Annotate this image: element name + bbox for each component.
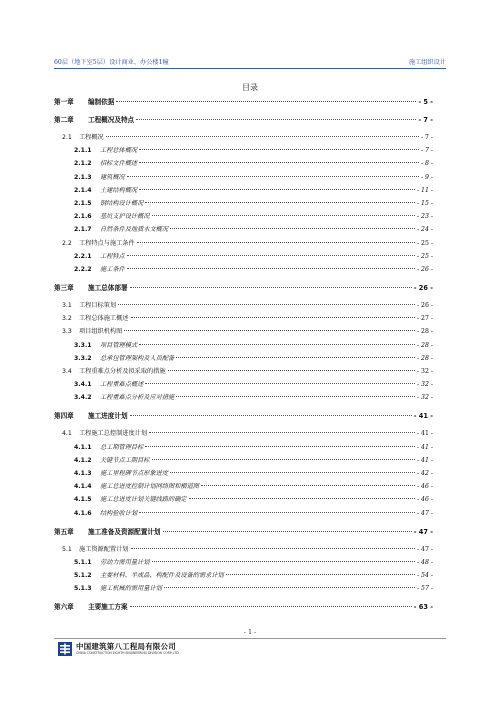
toc-entry-number: 3.4.1 <box>74 381 92 389</box>
toc-dot-leader <box>118 304 415 305</box>
toc-entry-page: - 48 - <box>417 558 433 566</box>
toc-entry-level3[interactable] <box>54 251 433 260</box>
toc-entry-title: 编制依据 <box>88 98 115 106</box>
toc-entry-number: 5.1.1 <box>74 558 92 566</box>
toc-entry-level2[interactable] <box>54 326 433 335</box>
toc-entry-title: 施工进度计划 <box>88 412 128 421</box>
toc-entry-level2[interactable] <box>54 238 433 247</box>
toc-entry-number: 2.1.1 <box>74 147 92 155</box>
toc-entry-title: 项目管理模式 <box>100 341 138 349</box>
header-doc-type: 施工组织设计 <box>408 59 446 66</box>
toc-entry-title: 总工期管理目标 <box>100 443 144 451</box>
toc-entry-level3[interactable] <box>54 340 433 349</box>
toc-dot-leader <box>130 606 412 607</box>
footer-divider <box>54 638 446 639</box>
toc-entry-number: 第五章 <box>54 527 74 536</box>
toc-dot-leader <box>130 415 412 416</box>
toc-entry-page: - 25 - <box>417 252 433 260</box>
toc-entry-title: 施工条件 <box>100 266 125 273</box>
toc-entry-number: 5.1 <box>62 545 72 553</box>
toc-dot-leader <box>226 574 415 575</box>
toc-entry-page: - 32 - <box>417 394 433 402</box>
toc-entry-page: - 15 - <box>417 200 433 207</box>
toc-dot-leader <box>152 561 416 562</box>
page-header <box>54 56 446 69</box>
toc-entry-number: 4.1.2 <box>74 456 92 464</box>
toc-entry-number: 2.1 <box>62 134 72 141</box>
toc-entry-page: - 25 - <box>417 239 433 247</box>
toc-entry-level2[interactable] <box>54 300 433 309</box>
toc-dot-leader <box>149 432 415 433</box>
toc-entry-page: - 7 - <box>420 134 433 141</box>
toc-dot-leader <box>139 344 415 345</box>
toc-entry-page: - 9 - <box>420 173 433 181</box>
toc-entry-title: 工程目标策划 <box>79 302 117 309</box>
toc-entry-level3[interactable] <box>54 583 433 592</box>
toc-entry-level3[interactable] <box>54 557 433 566</box>
toc-entry-level3[interactable] <box>54 198 433 207</box>
toc-dot-leader <box>164 587 415 588</box>
toc-entry-level3[interactable] <box>54 494 433 503</box>
toc-entry-title: 工程重难点概述 <box>100 381 144 389</box>
toc-dot-leader <box>152 459 416 460</box>
toc-entry-page: - 11 - <box>417 186 433 194</box>
toc-entry-level2[interactable] <box>54 428 433 437</box>
toc-dot-leader <box>137 242 415 243</box>
toc-entry-level2[interactable] <box>54 544 433 553</box>
toc-entry-title: 工程重难点分析及应对措施 <box>100 394 175 402</box>
toc-entry-page: - 7 - <box>420 147 433 155</box>
toc-entry-title: 工程概况及特点 <box>88 116 135 124</box>
toc-dot-leader <box>139 162 419 163</box>
toc-entry-level3[interactable] <box>54 570 433 579</box>
toc-entry-number: 2.2.1 <box>74 252 92 260</box>
toc-entry-title: 施工总体部署 <box>88 284 128 292</box>
toc-entry-page: - 24 - <box>417 226 433 234</box>
toc-dot-leader <box>131 317 416 318</box>
toc-entry-page: - 41 - <box>417 456 433 464</box>
toc-entry-level3[interactable] <box>54 264 433 273</box>
toc-entry-page: - 26 - <box>417 302 433 309</box>
toc-entry-page: - 23 - <box>417 213 433 221</box>
toc-dot-leader <box>130 287 412 288</box>
toc-entry-page: - 57 - <box>417 585 433 593</box>
toc-entry-page: - 7 - <box>418 116 433 124</box>
toc-dot-leader <box>189 498 415 499</box>
toc-dot-leader <box>124 330 415 331</box>
toc-entry-number: 3.3.1 <box>74 341 92 349</box>
toc-entry-number: 第三章 <box>54 284 74 292</box>
toc-entry-title: 钢结构设计概况 <box>100 200 144 207</box>
company-name-cn: 中国建筑第八工程局有限公司 <box>76 642 176 651</box>
toc-entry-title: 关键节点工期目标 <box>100 456 150 464</box>
toc-entry-number: 2.1.4 <box>74 186 92 194</box>
toc-entry-page: - 47 - <box>417 509 433 517</box>
toc-entry-page: - 5 - <box>418 98 433 106</box>
toc-entry-level1[interactable] <box>54 601 433 611</box>
toc-entry-number: 第四章 <box>54 412 74 421</box>
toc-entry-title: 施工准备及资源配置计划 <box>88 527 161 536</box>
toc-entry-page: - 28 - <box>417 341 433 349</box>
toc-entry-title: 工程施工总控制进度计划 <box>79 430 148 438</box>
toc-entry-title: 主要材料、半成品、构配件及设备的需求计划 <box>100 572 224 579</box>
toc-entry-page: - 41 - <box>417 443 433 451</box>
toc-entry-level3[interactable] <box>54 224 433 233</box>
toc-entry-level3[interactable] <box>54 392 433 401</box>
toc-entry-level3[interactable] <box>54 185 433 194</box>
toc-entry-page: - 47 - <box>413 527 433 536</box>
toc-entry-level1[interactable] <box>54 526 433 536</box>
toc-entry-title: 招标文件概述 <box>100 160 138 168</box>
toc-entry-number: 3.2 <box>62 315 72 323</box>
toc-entry-number: 4.1.1 <box>74 443 92 451</box>
toc-dot-leader <box>145 446 415 447</box>
toc-dot-leader <box>168 370 415 371</box>
toc-entry-level3[interactable] <box>54 481 433 490</box>
toc-entry-level2[interactable] <box>54 132 433 141</box>
toc-entry-title: 主要施工方案 <box>88 603 128 612</box>
toc-dot-leader <box>116 101 416 102</box>
toc-entry-level3[interactable] <box>54 468 433 477</box>
toc-entry-number: 4.1.4 <box>74 483 92 491</box>
toc-entry-level3[interactable] <box>54 145 433 154</box>
toc-entry-number: 第一章 <box>54 98 74 106</box>
toc-entry-number: 3.3.2 <box>74 354 92 362</box>
toc-entry-level2[interactable] <box>54 366 433 375</box>
toc-dot-leader <box>106 136 419 137</box>
toc-entry-page: - 42 - <box>417 470 433 477</box>
toc-entry-page: - 47 - <box>417 545 433 553</box>
toc-entry-number: 第六章 <box>54 603 74 612</box>
toc-entry-number: 4.1.6 <box>74 509 92 517</box>
toc-entry-page: - 28 - <box>417 328 433 336</box>
toc-entry-title: 施工机械的需用量计划 <box>100 585 162 593</box>
toc-entry-page: - 41 - <box>417 430 433 438</box>
toc-dot-leader <box>145 202 415 203</box>
toc-entry-title: 工程总体概况 <box>100 147 138 155</box>
toc-entry-number: 2.1.5 <box>74 200 92 207</box>
toc-entry-level3[interactable] <box>54 455 433 464</box>
toc-entry-title: 基坑支护设计概况 <box>100 213 150 221</box>
toc-dot-leader <box>139 149 419 150</box>
toc-entry-number: 2.1.3 <box>74 173 92 181</box>
toc-entry-level3[interactable] <box>54 172 433 181</box>
toc-dot-leader <box>176 396 415 397</box>
toc-entry-page: - 27 - <box>417 315 433 323</box>
toc-entry-level3[interactable] <box>54 508 433 517</box>
toc-entry-title: 自然条件及地质水文概况 <box>100 226 169 234</box>
toc-entry-title: 结构验收计划 <box>100 509 138 517</box>
toc-entry-number: 3.4.2 <box>74 394 92 402</box>
toc-entry-page: - 28 - <box>417 354 433 362</box>
toc-entry-page: - 54 - <box>417 572 433 579</box>
toc-entry-page: - 41 - <box>413 412 433 421</box>
toc-entry-level1[interactable] <box>54 410 433 420</box>
toc-entry-number: 2.1.7 <box>74 226 92 234</box>
toc-dot-leader <box>201 485 415 486</box>
toc-entry-title: 劳动力需用量计划 <box>100 558 150 566</box>
toc-entry-page: - 32 - <box>417 368 433 375</box>
toc-entry-title: 工程重难点分析及拟采取的措施 <box>79 368 166 375</box>
toc-dot-leader <box>139 512 415 513</box>
toc-entry-level3[interactable] <box>54 379 433 388</box>
toc-entry-title: 工程概况 <box>79 134 104 141</box>
toc-entry-number: 4.1 <box>62 430 72 438</box>
toc-dot-leader <box>145 383 415 384</box>
toc-dot-leader <box>152 215 416 216</box>
toc-entry-number: 2.1.2 <box>74 160 92 168</box>
header-project-name: 60层（地下室5层）设计商业、办公楼1幢 <box>54 59 169 66</box>
toc-dot-leader <box>163 531 412 532</box>
toc-entry-number: 2.2.2 <box>74 266 92 273</box>
toc-entry-page: - 32 - <box>417 381 433 389</box>
toc-dot-leader <box>176 357 415 358</box>
toc-entry-number: 4.1.3 <box>74 470 92 477</box>
toc-dot-leader <box>136 119 416 120</box>
toc-dot-leader <box>170 472 415 473</box>
toc-dot-leader <box>139 189 415 190</box>
toc-entry-level3[interactable] <box>54 211 433 220</box>
toc-entry-number: 3.1 <box>62 302 72 309</box>
toc-entry-level3[interactable] <box>54 442 433 451</box>
toc-entry-title: 建筑概况 <box>100 173 125 181</box>
toc-entry-number: 2.1.6 <box>74 213 92 221</box>
toc-dot-leader <box>127 268 415 269</box>
company-name-en: CHINA CONSTRUCTION EIGHTH ENGINEERING DIVISION CORP.,LTD <box>76 651 179 655</box>
toc-entry-page: - 63 - <box>413 603 433 612</box>
toc-entry-level3[interactable] <box>54 353 433 362</box>
toc-entry-title: 施工里程碑节点形象进度 <box>100 470 169 477</box>
toc-entry-number: 5.1.2 <box>74 572 92 579</box>
toc-entry-title: 施工资源配置计划 <box>79 545 129 553</box>
toc-entry-number: 2.2 <box>62 239 72 247</box>
toc-dot-leader <box>131 548 416 549</box>
toc-entry-number: 3.3 <box>62 328 72 336</box>
toc-title: 目录 <box>242 83 258 92</box>
toc-entry-number: 4.1.5 <box>74 496 92 504</box>
toc-entry-level1[interactable] <box>54 96 433 106</box>
cscec-logo-icon <box>58 642 72 656</box>
toc-dot-leader <box>170 228 415 229</box>
toc-entry-page: - 46 - <box>417 483 433 491</box>
toc-entry-page: - 26 - <box>417 266 433 273</box>
toc-dot-leader <box>127 255 415 256</box>
toc-entry-page: - 8 - <box>420 160 433 168</box>
toc-entry-level3[interactable] <box>54 158 433 167</box>
toc-entry-title: 施工总进度控制计划网络图和横道图 <box>100 483 199 491</box>
toc-entry-number: 3.4 <box>62 368 72 375</box>
toc-entry-title: 土建结构概况 <box>100 186 138 194</box>
toc-entry-title: 施工总进度计划关键线路的确定 <box>100 496 187 504</box>
toc-entry-level2[interactable] <box>54 313 433 322</box>
toc-entry-title: 工程特点与施工条件 <box>79 239 135 247</box>
page-number: - 1 - <box>243 628 257 636</box>
toc-entry-title: 工程特点 <box>100 252 125 260</box>
toc-dot-leader <box>127 176 419 177</box>
toc-entry-title: 总承包管理架构及人员配备 <box>100 354 175 362</box>
toc-entry-level1[interactable] <box>54 114 433 124</box>
toc-entry-page: - 46 - <box>417 496 433 504</box>
company-logo <box>58 641 218 659</box>
toc-entry-page: - 26 - <box>413 284 433 292</box>
toc-entry-title: 项目组织机构图 <box>79 328 123 336</box>
toc-entry-number: 第二章 <box>54 116 74 124</box>
toc-entry-number: 5.1.3 <box>74 585 92 593</box>
toc-entry-level1[interactable] <box>54 282 433 292</box>
toc-entry-title: 工程总体施工概述 <box>79 315 129 323</box>
